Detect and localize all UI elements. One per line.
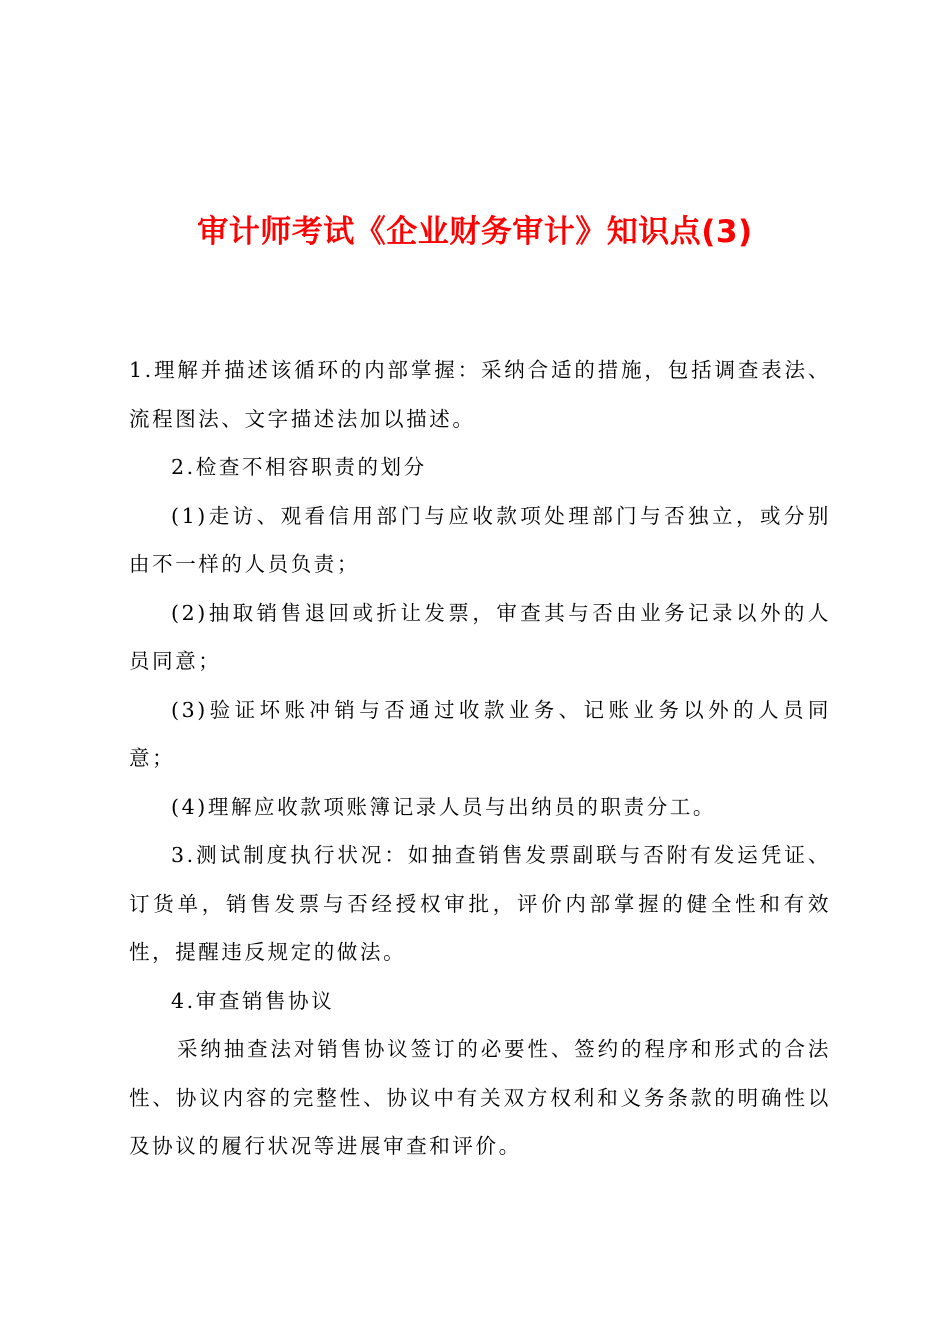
paragraph-8: 4.审查销售协议 — [171, 988, 335, 1013]
paragraph-1: 1.理解并描述该循环的内部掌握：采纳合适的措施，包括调查表法、流程图法、文字描述法加以描述。 — [129, 358, 831, 431]
document-title: 审计师考试《企业财务审计》知识点(3) — [197, 214, 753, 250]
paragraph-2: 2.检查不相容职责的划分 — [171, 455, 427, 479]
paragraph-4: (2)抽取销售退回或折让发票，审查其与否由业务记录以外的人员同意； — [129, 600, 831, 673]
paragraph-5: (3)验证坏账冲销与否通过收款业务、记账业务以外的人员同意； — [129, 697, 831, 770]
document-body — [129, 346, 831, 1171]
paragraph-9: 采纳抽查法对销售协议签订的必要性、签约的程序和形式的合法性、协议内容的完整性、协议中有关双方权利和义务条款的明确性以及协议的履行状况等进展审查和评价。 — [129, 1037, 831, 1158]
paragraph-3: (1)走访、观看信用部门与应收款项处理部门与否独立，或分别由不一样的人员负责； — [129, 503, 831, 576]
paragraph-6: (4)理解应收款项账簿记录人员与出纳员的职责分工。 — [171, 794, 717, 819]
paragraph-7: 3.测试制度执行状况：如抽查销售发票副联与否附有发运凭证、订货单，销售发票与否经授权审批，评价内部掌握的健全性和有效性，提醒违反规定的做法。 — [129, 843, 831, 964]
